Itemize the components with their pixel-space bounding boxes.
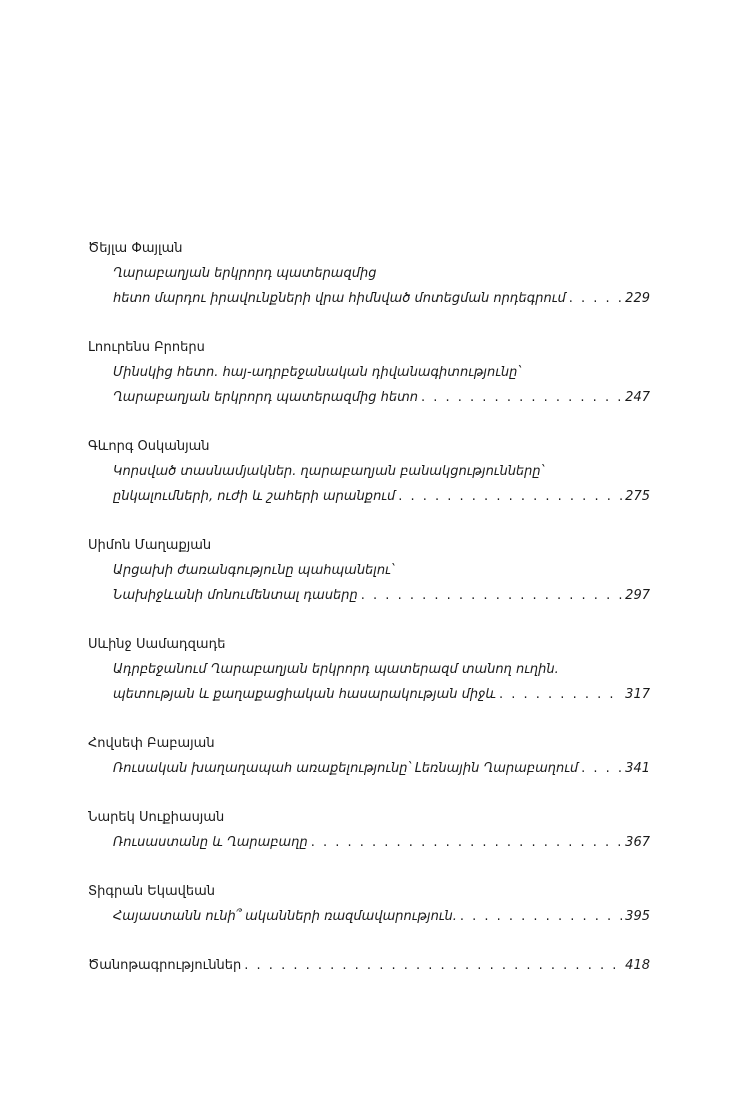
toc-title-line: ընկալումների, ուժի և շահերի արանքում bbox=[113, 489, 396, 504]
page-number: 247 bbox=[625, 390, 650, 405]
toc-notes-label: Ծանոթագրություններ bbox=[88, 958, 242, 973]
toc-title-line: պետության և քաղաքացիական հասարակության միջև bbox=[113, 687, 496, 702]
page-number: 275 bbox=[625, 489, 650, 504]
toc-entry[interactable] bbox=[88, 335, 650, 410]
toc-entry[interactable] bbox=[88, 879, 650, 929]
toc-title-line: Ռուսաստանը և Ղարաբաղը bbox=[113, 835, 308, 850]
dot-leader bbox=[581, 756, 622, 781]
toc-title-line: Ռուսական խաղաղապահ առաքելությունը՝ Լեռնային Ղարաբաղում bbox=[113, 761, 579, 776]
toc-title-leader-line bbox=[88, 756, 650, 781]
toc-title-line: Արցախի ժառանգությունը պահպանելու՝ bbox=[113, 563, 394, 578]
dot-leader bbox=[311, 830, 622, 855]
toc-title-line: Նախիջևանի մոնումենտալ դասերը bbox=[113, 588, 358, 603]
toc-author: Ծեյլա Փայլան bbox=[88, 241, 183, 256]
toc-title-line: Ղարաբաղյան երկրորդ պատերազմից հետո bbox=[113, 390, 418, 405]
page-number: 229 bbox=[625, 291, 650, 306]
toc-title-leader-line bbox=[88, 904, 650, 929]
toc-title-line: Մինսկից հետո. հայ-ադրբեջանական դիվանագիտությունը՝ bbox=[113, 365, 521, 380]
toc-author: Գևորգ Օսկանյան bbox=[88, 439, 210, 454]
toc-title-leader-line bbox=[88, 484, 650, 509]
toc-author: Հովսեփ Բաբայան bbox=[88, 736, 215, 751]
toc-notes-entry[interactable] bbox=[88, 953, 650, 978]
page-number: 367 bbox=[625, 835, 650, 850]
toc-title-line: Ղարաբաղյան երկրորդ պատերազմից bbox=[113, 266, 377, 281]
toc-title-leader-line bbox=[88, 583, 650, 608]
page-number: 418 bbox=[625, 958, 650, 973]
toc-title-leader-line bbox=[88, 385, 650, 410]
toc-title-line: Կորսված տասնամյակներ. ղարաբաղյան բանակցությունները՝ bbox=[113, 464, 544, 479]
toc-entry[interactable] bbox=[88, 632, 650, 707]
toc-entry[interactable] bbox=[88, 434, 650, 509]
table-of-contents bbox=[88, 236, 650, 978]
page-number: 297 bbox=[625, 588, 650, 603]
toc-title-line: Ադրբեջանում Ղարաբաղյան երկրորդ պատերազմ տանող ուղին. bbox=[113, 662, 559, 677]
toc-author: Լոուրենս Բրոերս bbox=[88, 340, 205, 355]
page-number: 317 bbox=[625, 687, 650, 702]
toc-author: Սևինջ Սամադզադե bbox=[88, 637, 226, 652]
dot-leader bbox=[361, 583, 622, 608]
toc-title-leader-line bbox=[88, 682, 650, 707]
toc-entry[interactable] bbox=[88, 533, 650, 608]
toc-title-leader-line bbox=[88, 830, 650, 855]
page-number: 341 bbox=[625, 761, 650, 776]
dot-leader bbox=[499, 682, 622, 707]
toc-title-line: Հայաստանն ունի՞ ականների ռազմավարություն. bbox=[113, 909, 457, 924]
dot-leader bbox=[398, 484, 622, 509]
dot-leader bbox=[569, 286, 622, 311]
toc-author: Սիմոն Մաղաքյան bbox=[88, 538, 212, 553]
toc-title-leader-line bbox=[88, 286, 650, 311]
dot-leader bbox=[421, 385, 622, 410]
dot-leader bbox=[244, 953, 622, 978]
toc-entry[interactable] bbox=[88, 731, 650, 781]
toc-author: Նարեկ Սուքիասյան bbox=[88, 810, 225, 825]
page-number: 395 bbox=[625, 909, 650, 924]
toc-author: Տիգրան Եկավեան bbox=[88, 884, 216, 899]
dot-leader bbox=[460, 904, 622, 929]
toc-entry[interactable] bbox=[88, 236, 650, 311]
toc-title-line: հետո մարդու իրավունքների վրա հիմնված մոտեցման որդեգրում bbox=[113, 291, 566, 306]
toc-entry[interactable] bbox=[88, 805, 650, 855]
